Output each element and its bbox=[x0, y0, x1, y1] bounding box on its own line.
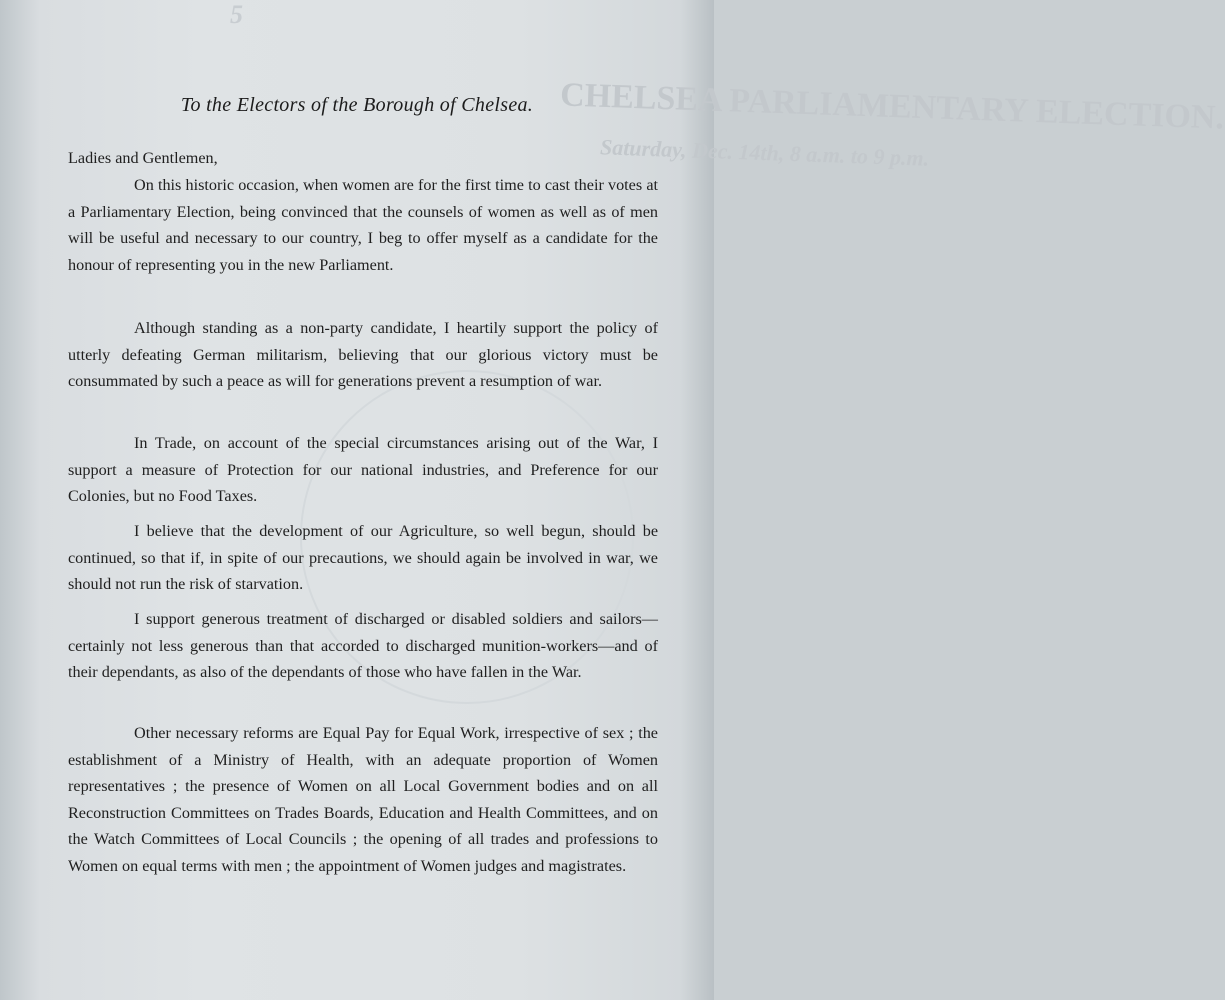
paragraph-1: On this historic occasion, when women are for the first time to cast their votes at a Parliamentary Election, being convinced that the counsels of women as well as of men will be useful and necessary to our country, I beg to offer myself as a candidate for the honour of representing you in the new Parliament. bbox=[68, 176, 658, 274]
paragraph-3: In Trade, on account of the special circumstances arising out of the War, I support a measure of Protection for our national industries, and Preference for our Colonies, but no Food Taxes. bbox=[68, 434, 658, 505]
paragraph-5: I support generous treatment of discharged or disabled soldiers and sailors—certainly not less generous than that accorded to discharged munition-workers—and of their dependants, as also of the dependants of those who have fallen in the War. bbox=[68, 610, 658, 681]
paragraph-2: Although standing as a non-party candidate, I heartily support the policy of utterly defeating German militarism, believing that our glorious victory must be consummated by such a peace as will for generations prevent a resumption of war. bbox=[68, 319, 658, 390]
greeting: Ladies and Gentlemen, bbox=[68, 149, 218, 167]
paragraph-4: I believe that the development of our Agriculture, so well begun, should be continued, so that if, in spite of our precautions, we should again be involved in war, we should not run the risk of starvation. bbox=[68, 522, 658, 593]
bleed-through-heading: CHELSEA PARLIAMENTARY ELECTION. bbox=[559, 76, 1225, 137]
pencil-mark: 5 bbox=[230, 0, 243, 29]
bleed-through-subheading: Saturday, Dec. 14th, 8 a.m. to 9 p.m. bbox=[599, 134, 930, 171]
paragraph-6: Other necessary reforms are Equal Pay for Equal Work, irrespective of sex ; the establishment of a Ministry of Health, with an adequate proportion of Women representatives ; the presence of Women on all Local Government bodies and on all Reconstruction Committees on Trades Boards, Education and Health Committees, and on the Watch Committees of Local Councils ; the opening of all trades and professions to Women on equal terms with men ; the appointment of Women judges and magistrates. bbox=[68, 724, 658, 875]
document-title: To the Electors of the Borough of Chelsea. bbox=[180, 94, 534, 116]
